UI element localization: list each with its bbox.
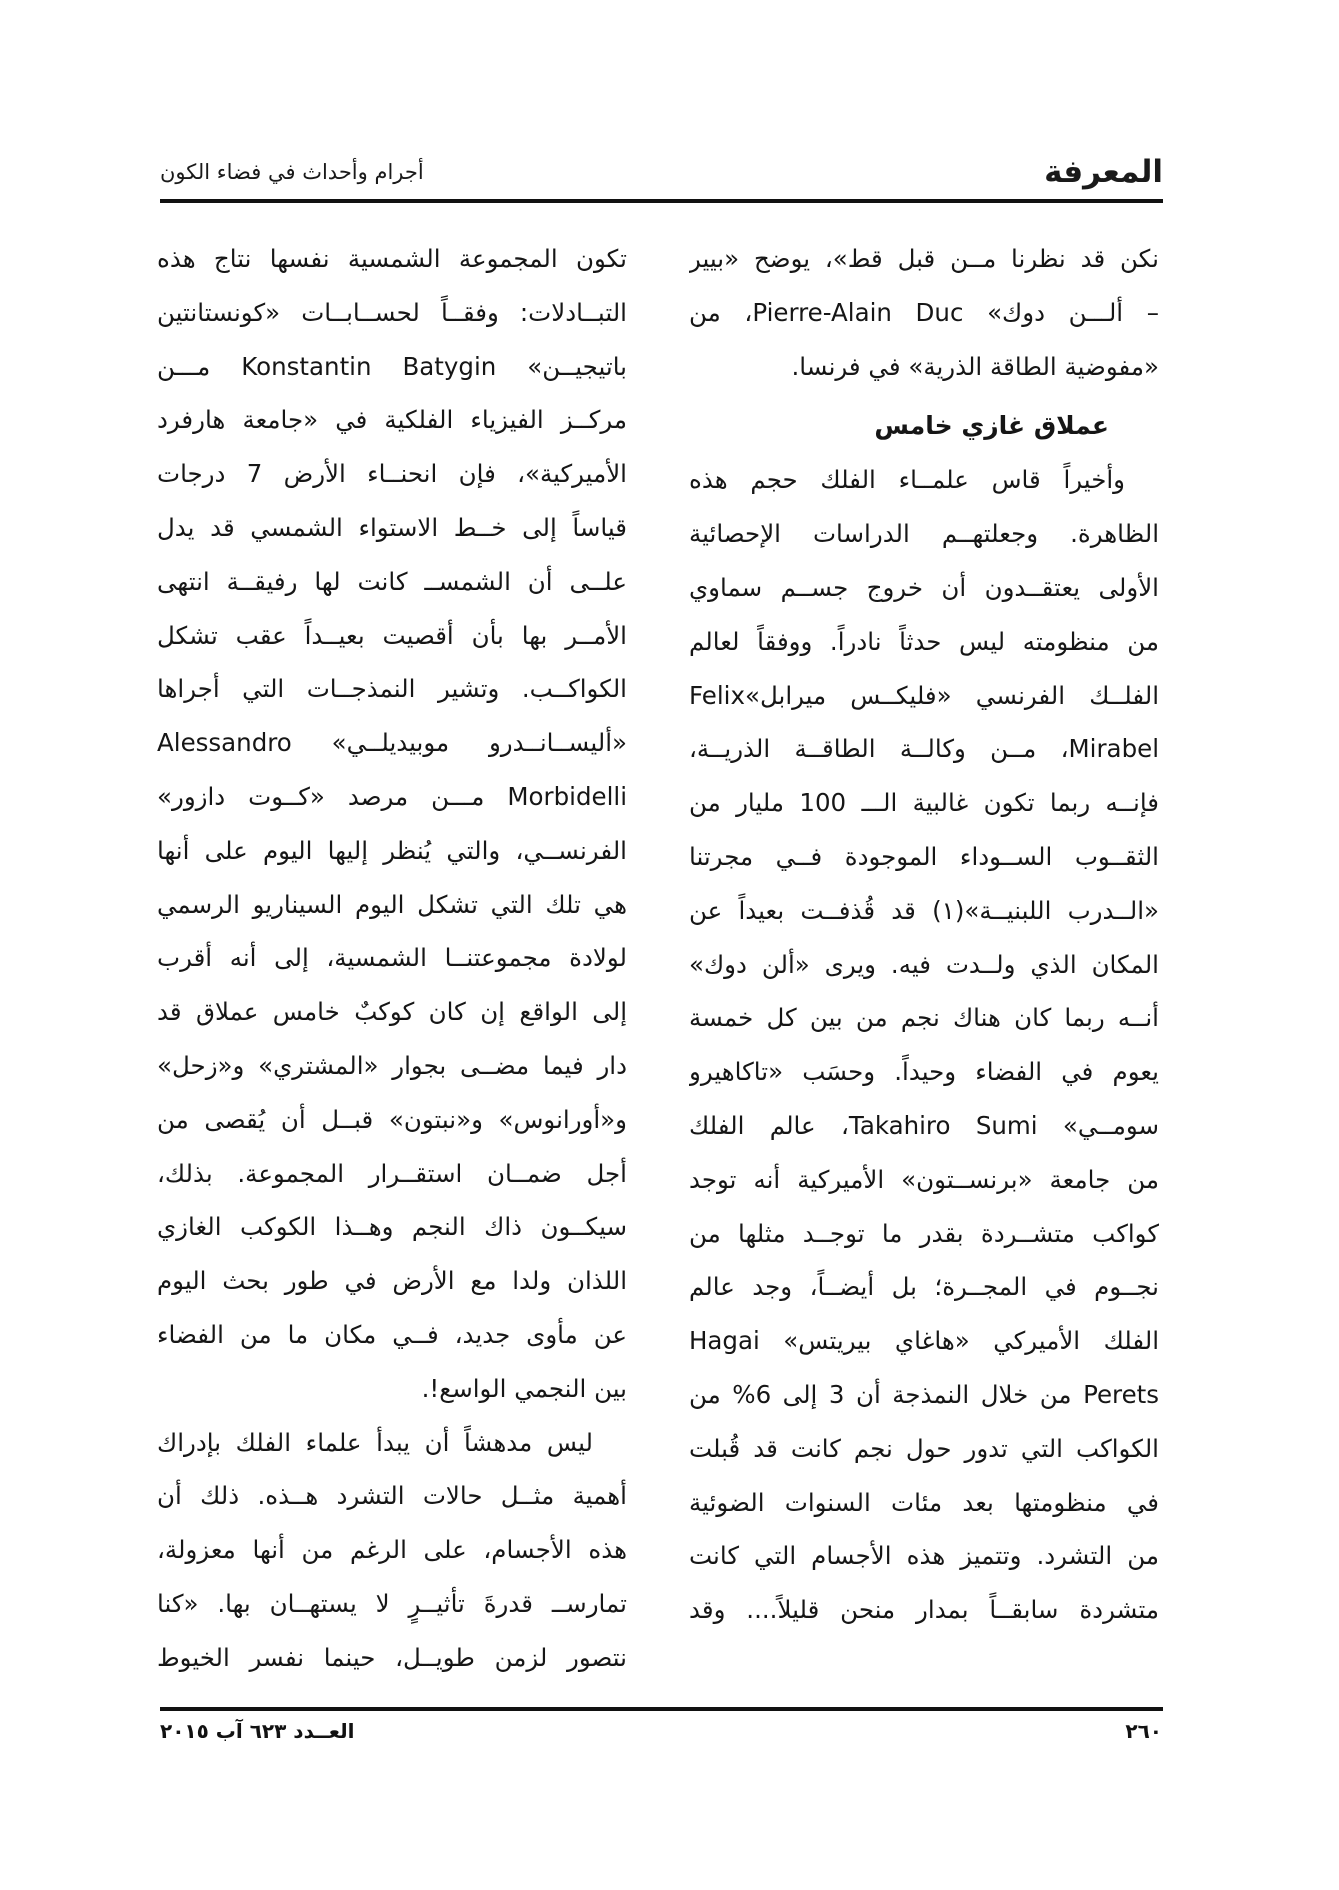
text-line: الأمــر بها بأن أقصيت بعيــداً عقب تشكل — [157, 620, 627, 650]
text-line: هي تلك التي تشكل اليوم السيناريو الرسمي — [157, 889, 627, 919]
text-line: أنــه ربما كان هناك نجم من بين كل خمسة — [689, 1003, 1159, 1033]
text-line: لولادة مجموعتنــا الشمسية، إلى أنه أقرب — [157, 943, 627, 973]
text-line: هذه الأجسام، على الرغم من أنها معزولة، — [157, 1535, 627, 1565]
magazine-logo: المعرفة — [1044, 154, 1163, 190]
text-line: نتصور لزمن طويــل، حينما نفسر الخيوط — [157, 1642, 627, 1672]
text-line: الفلك الأميركي «هاغاي بيريتس» Hagai — [689, 1326, 1159, 1356]
text-line: نكن قد نظرنا مــن قبل قط»، يوضح «بيير — [689, 244, 1159, 273]
right-column — [689, 232, 1159, 1637]
text-line: «الــدرب اللبنيــة»(١) قد قُذفــت بعيداً عن — [689, 895, 1159, 925]
running-title: أجرام وأحداث في فضاء الكون — [160, 160, 424, 184]
text-line: الأميركية»، فإن انحنــاء الأرض 7 درجات — [157, 459, 627, 489]
text-line: في منظومتها بعد مئات السنوات الضوئية — [689, 1487, 1159, 1517]
page-number: ٢٦٠ — [1125, 1719, 1162, 1743]
text-line: كواكب متشــردة بقدر ما توجــد مثلها من — [689, 1218, 1159, 1248]
section-heading: عملاق غازي خامس — [874, 411, 1109, 441]
text-line: نجــوم في المجــرة؛ بل أيضــاً، وجد عالم — [689, 1272, 1159, 1302]
text-line: الكواكــب. وتشير النمذجــات التي أجراها — [157, 674, 627, 704]
text-line: اللذان ولدا مع الأرض في طور بحث اليوم — [157, 1266, 627, 1296]
text-line: سيكــون ذاك النجم وهــذا الكوكب الغازي — [157, 1212, 627, 1242]
text-line: فإنــه ربما تكون غالبية الـــ 100 مليار من — [689, 788, 1159, 818]
text-line: دار فيما مضــى بجوار «المشتري» و«زحل» — [157, 1050, 627, 1080]
text-line: Perets من خلال النمذجة أن 3 إلى 6% من — [689, 1379, 1159, 1409]
text-line: تكون المجموعة الشمسية نفسها نتاج هذه — [157, 244, 627, 273]
text-line: «أليســانــدرو موبيديلــي» Alessandro — [157, 728, 627, 758]
header-rule — [160, 199, 1163, 203]
text-line: Mirabel، مــن وكالــة الطاقــة الذريــة، — [689, 734, 1159, 764]
text-line: الظاهرة. وجعلتهــم الدراسات الإحصائية — [689, 519, 1159, 549]
text-line: أهمية مثــل حالات التشرد هــذه. ذلك أن — [157, 1481, 627, 1511]
text-line: الثقــوب الســوداء الموجودة فــي مجرتنا — [689, 841, 1159, 871]
text-line: بين النجمي الواسع!. — [421, 1373, 627, 1403]
text-line: الكواكب التي تدور حول نجم كانت قد قُبلت — [689, 1433, 1159, 1463]
page-header — [160, 150, 1163, 200]
text-line: يعوم في الفضاء وحيداً. وحسَب «تاكاهيرو — [689, 1057, 1159, 1087]
text-line: و«أورانوس» و«نبتون» قبــل أن يُقصى من — [157, 1104, 627, 1134]
text-line: من منظومته ليس حدثاً نادراً. ووفقاً لعالم — [689, 626, 1159, 656]
text-line: إلى الواقع إن كان كوكبٌ خامس عملاق قد — [157, 997, 627, 1027]
text-line: «مفوضية الطاقة الذرية» في فرنسا. — [791, 351, 1159, 381]
text-line: عن مأوى جديد، فــي مكان ما من الفضاء — [157, 1319, 627, 1349]
text-line: تمارســ قدرةَ تأثيــرٍ لا يستهــان بها. «كنا — [157, 1588, 627, 1618]
text-line: سومــي» Takahiro Sumi، عالم الفلك — [689, 1110, 1159, 1140]
text-line: من التشرد. وتتميز هذه الأجسام التي كانت — [689, 1541, 1159, 1571]
footer-rule — [160, 1707, 1163, 1711]
issue-info: العــدد ٦٢٣ آب ٢٠١٥ — [160, 1719, 355, 1743]
text-line: باتيجيــن» Konstantin Batygin مـــن — [157, 351, 627, 381]
text-line: من جامعة «برنســتون» الأميركية أنه توجد — [689, 1164, 1159, 1194]
text-line: الفرنســي، والتي يُنظر إليها اليوم على أنها — [157, 835, 627, 865]
text-line: Morbidelli مـــن مرصد «كــوت دازور» — [157, 781, 627, 811]
text-line: قياساً إلى خــط الاستواء الشمسي قد يدل — [157, 512, 627, 542]
text-line: علــى أن الشمســ كانت لها رفيقــة انتهى — [157, 566, 627, 596]
text-line: متشردة سابقــاً بمدار منحن قليلاً.... وقد — [689, 1595, 1159, 1625]
text-line: ليس مدهشاً أن يبدأ علماء الفلك بإدراك — [157, 1427, 593, 1457]
text-line: وأخيراً قاس علمــاء الفلك حجم هذه — [689, 465, 1125, 495]
left-column — [157, 232, 627, 1685]
text-line: الأولى يعتقــدون أن خروج جســم سماوي — [689, 572, 1159, 602]
text-line: أجل ضمــان استقــرار المجموعة. بذلك، — [157, 1158, 627, 1188]
text-line: المكان الذي ولــدت فيه. ويرى «ألن دوك» — [689, 949, 1159, 979]
text-line: الفلــك الفرنسي «فليكــس ميرابل»Felix — [689, 680, 1159, 710]
text-line: – ألـــن دوك» Pierre-Alain Duc، من — [689, 297, 1159, 327]
text-line: مركــز الفيزياء الفلكية في «جامعة هارفرد — [157, 405, 627, 435]
text-line: التبــادلات: وفقــاً لحســابــات «كونستانتين — [157, 297, 627, 327]
